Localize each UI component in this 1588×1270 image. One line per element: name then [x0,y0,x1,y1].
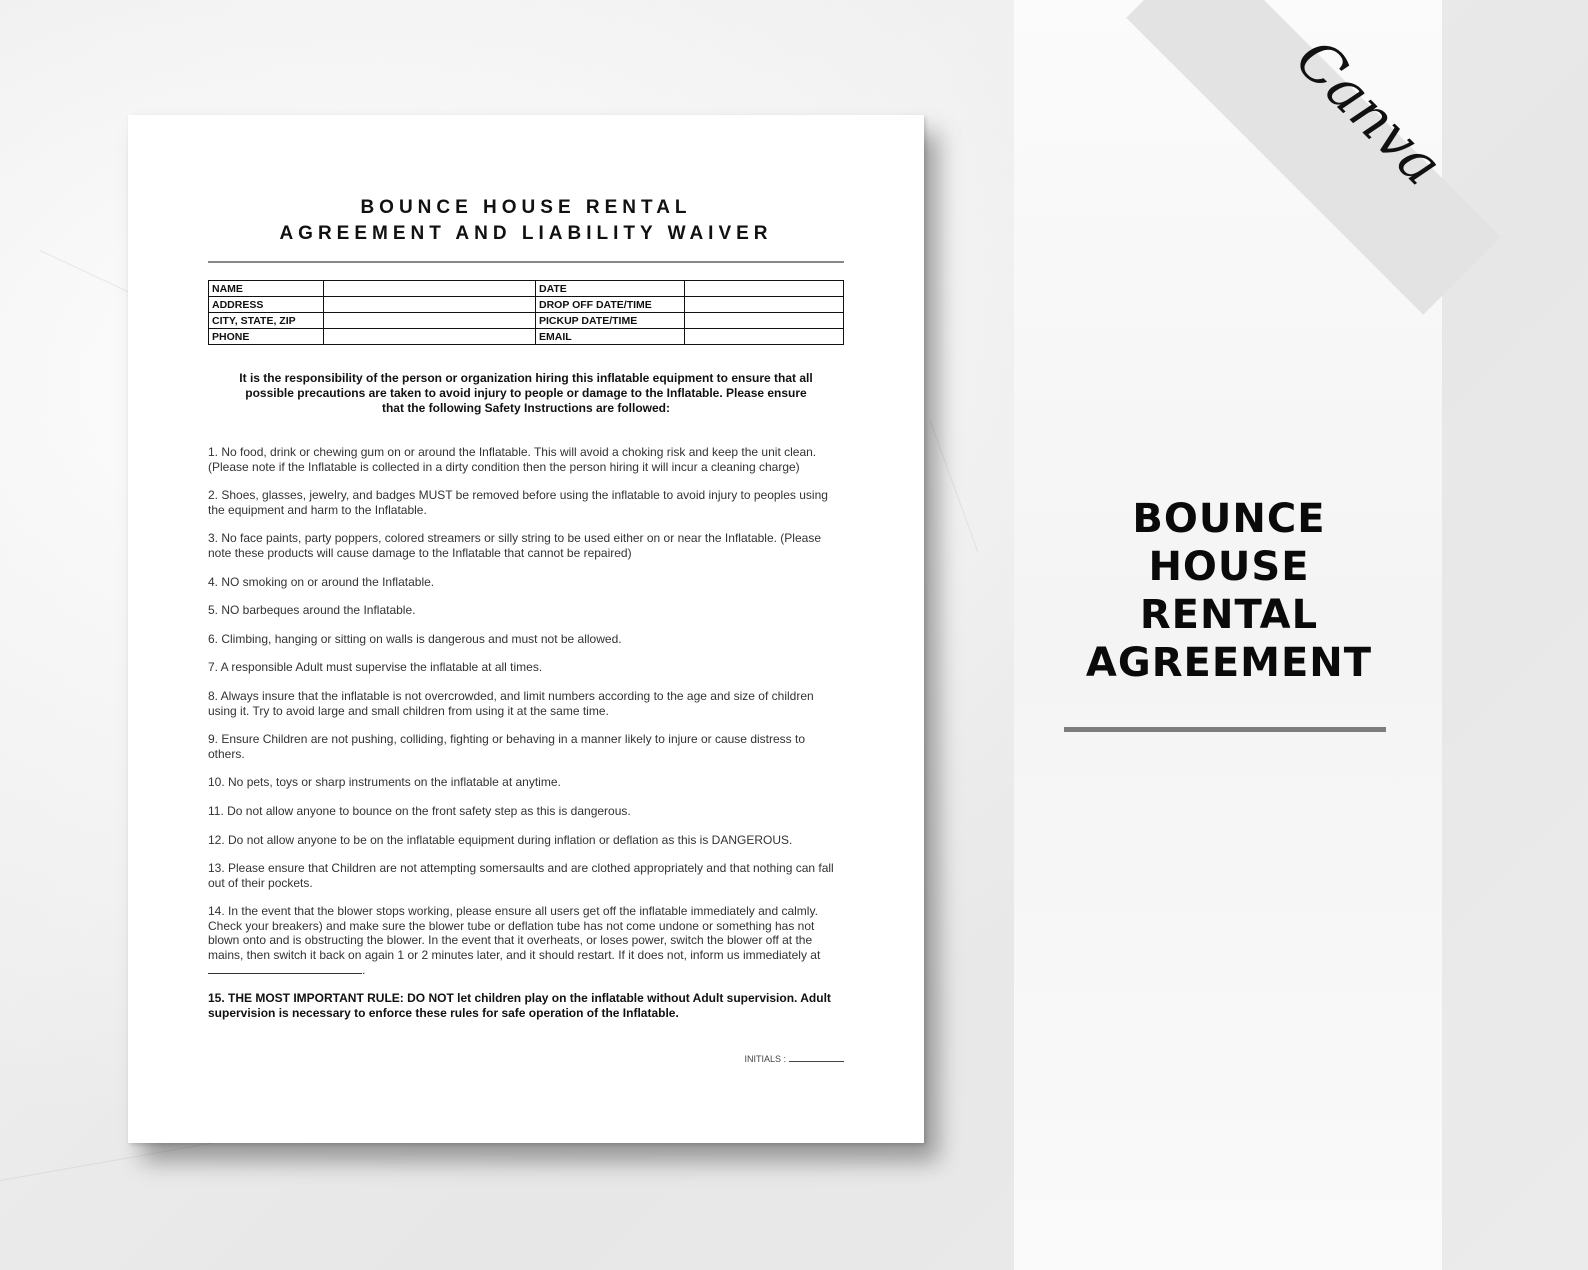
list-item: 1. No food, drink or chewing gum on or around the Inflatable. This will avoid a choking risk and keep the unit clean. (Please note if the Inflatable is collected in a dirty condition then the person hiring it will incur a cleaning charge) [208,445,817,474]
phone-field[interactable] [324,329,536,345]
list-item: 6. Climbing, hanging or sitting on walls is dangerous and must not be allowed. [208,631,622,646]
name-field[interactable] [324,281,536,297]
table-row [209,281,844,297]
list-item: 3. No face paints, party poppers, colored streamers or silly string to be used either on or near the Inflatable. (Please note these products will cause damage to the Inflatable that cannot be repaired) [208,531,821,560]
field-label: CITY, STATE, ZIP [209,313,324,329]
initials-label: INITIALS : [744,1054,786,1064]
promo-title [1064,495,1394,687]
address-field[interactable] [324,297,536,313]
field-label: DROP OFF DATE/TIME [536,297,685,313]
contact-blank-line[interactable] [208,963,362,974]
field-label: EMAIL [536,329,685,345]
most-important-rule: 15. THE MOST IMPORTANT RULE: DO NOT let children play on the inflatable without Adult supervision. Adult supervision is necessary to enforce these rules for safe operation of the Inflatable. [208,991,831,1020]
list-item: 13. Please ensure that Children are not attempting somersaults and are clothed appropriately and that nothing can fall out of their pockets. [208,861,834,890]
list-item: 12. Do not allow anyone to be on the inflatable equipment during inflation or deflation as this is DANGEROUS. [208,832,793,847]
promo-divider [1064,727,1386,732]
promo-title-line: RENTAL [1139,592,1319,638]
document-sheet [128,115,924,1143]
intro-paragraph: It is the responsibility of the person or organization hiring this inflatable equipment to ensure that all possible precautions are taken to avoid injury to people or damage to the Inflatable. Please ensure that the following Safety Instructions are followed: [239,371,813,415]
list-item: 2. Shoes, glasses, jewelry, and badges MUST be removed before using the inflatable to avoid injury to peoples using the equipment and harm to the Inflatable. [208,488,828,517]
promo-title-line: HOUSE [1148,544,1310,590]
title-divider [208,261,844,263]
field-label: ADDRESS [209,297,324,313]
pickup-field[interactable] [685,313,844,329]
list-item: 7. A responsible Adult must supervise the inflatable at all times. [208,660,543,675]
date-field[interactable] [685,281,844,297]
list-item: 14. In the event that the blower stops working, please ensure all users get off the inflatable immediately and calmly. Check your breakers) and make sure the blower tube or deflation tube has not come undone or something has not blown onto and is obstructing the blower. In the event that it overheats, or loses power, switch the blower off at the mains, then switch it back on again 1 or 2 minutes later, and it should restart. If it does not, inform us immediately at . [208,904,821,977]
table-row [209,329,844,345]
table-row [209,297,844,313]
drop-off-field[interactable] [685,297,844,313]
initials-line[interactable] [789,1053,844,1062]
field-label: PHONE [209,329,324,345]
renter-info-table [208,280,844,345]
document-title-line: BOUNCE HOUSE RENTAL [360,197,692,218]
list-item: 10. No pets, toys or sharp instruments on the inflatable at anytime. [208,775,561,790]
initials-area [744,1053,844,1064]
field-label: PICKUP DATE/TIME [536,313,685,329]
document-title-line: AGREEMENT AND LIABILITY WAIVER [279,223,773,244]
table-row [209,313,844,329]
city-state-zip-field[interactable] [324,313,536,329]
promo-title-line: AGREEMENT [1085,640,1373,686]
list-item: 5. NO barbeques around the Inflatable. [208,603,416,618]
rule-14-text: 14. In the event that the blower stops working, please ensure all users get off the inflatable immediately and calmly. Check your breakers) and make sure the blower tube or deflation tube has not come undone or something has not blown onto and is obstructing the blower. In the event that it overheats, or loses power, switch the blower off at the mains, then switch it back on again 1 or 2 minutes later, and it should restart. If it does not, inform us immediately at [208,904,821,963]
document-title [128,195,924,247]
email-field[interactable] [685,329,844,345]
list-item: 4. NO smoking on or around the Inflatable. [208,574,435,589]
marble-vein [930,420,979,552]
field-label: DATE [536,281,685,297]
list-item: 8. Always insure that the inflatable is not overcrowded, and limit numbers according to the age and size of children using it. Try to avoid large and small children from using it at the same time. [208,688,814,718]
list-item: 11. Do not allow anyone to bounce on the front safety step as this is dangerous. [208,803,631,818]
field-label: NAME [209,281,324,297]
promo-title-line: BOUNCE [1132,496,1326,542]
safety-rules-list [208,445,844,1034]
canva-logo: Canva [1282,26,1455,199]
list-item: 9. Ensure Children are not pushing, colliding, fighting or behaving in a manner likely to injure or cause distress to others. [208,732,805,761]
